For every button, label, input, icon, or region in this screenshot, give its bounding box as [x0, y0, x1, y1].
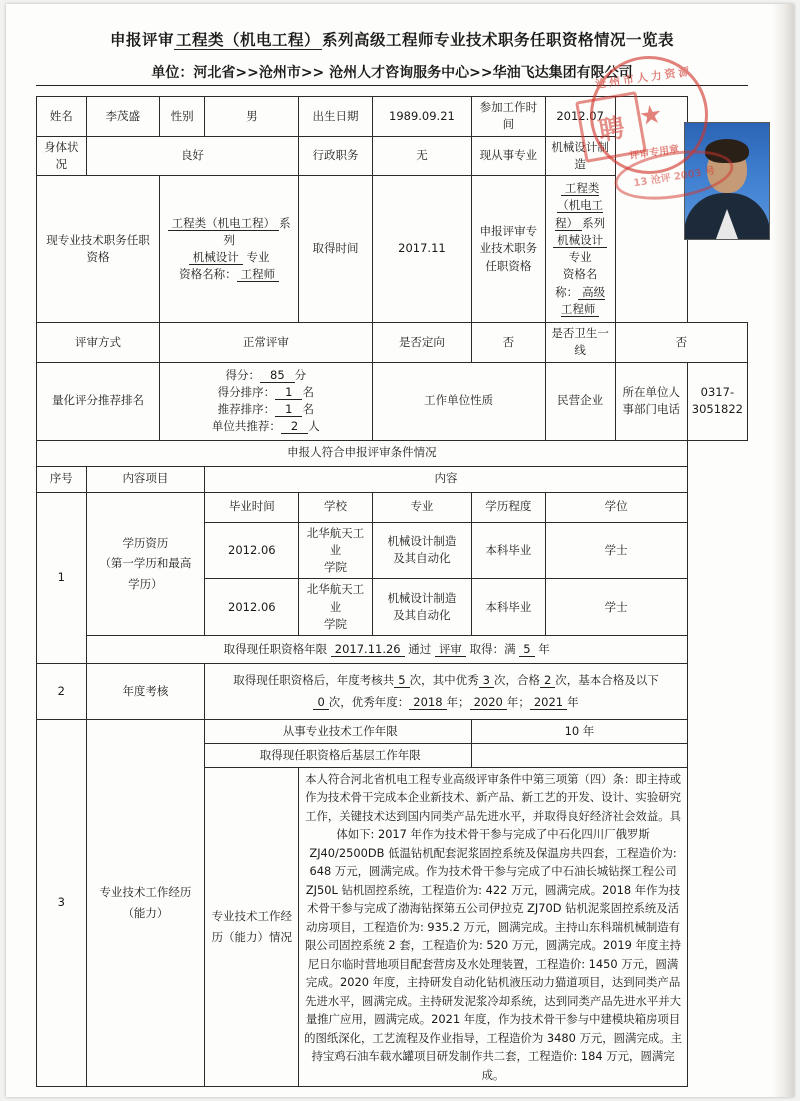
seal-bottom-text: 评审专用章 — [628, 144, 680, 163]
photo-cell — [615, 97, 687, 323]
edu-r1-c1: 北华航天工业 学院 — [299, 579, 372, 636]
current-major-value: 机械设计制造 — [545, 136, 615, 176]
name-label: 姓名 — [37, 97, 87, 137]
assess-y2u: 年； — [506, 694, 530, 709]
edu-r0-c3: 本科毕业 — [472, 522, 545, 579]
birth-value: 1989.09.21 — [372, 97, 471, 137]
edu-footer-tail: 取得：满 — [469, 641, 516, 656]
row3-no: 3 — [37, 720, 87, 1087]
gender-value: 男 — [205, 97, 299, 137]
assess-text-b: 次，其中优秀 — [409, 672, 479, 687]
edu-footer-way: 评审 — [435, 642, 466, 657]
row1-no: 1 — [37, 492, 87, 664]
assess-y2: 2020 — [470, 695, 507, 710]
oriented-value: 否 — [472, 323, 545, 363]
unit-total-unit: 人 — [308, 419, 320, 434]
obtain-time-label: 取得时间 — [299, 176, 372, 323]
grassroots-years-label: 取得现任职资格后基层工作年限 — [205, 744, 472, 768]
page-title — [36, 28, 748, 50]
work-start-label: 参加工作时间 — [472, 97, 545, 137]
edu-h-0: 毕业时间 — [205, 492, 299, 522]
document-body — [36, 28, 748, 1087]
score-detail — [159, 362, 372, 440]
current-qualification-label-text: 现专业技术职务任职资格 — [46, 232, 150, 264]
edu-r0-c0: 2012.06 — [205, 522, 299, 579]
edu-footer-unit: 年 — [538, 641, 550, 656]
current-series-field: 工程类（机电工程） — [168, 216, 280, 231]
review-method-value: 正常评审 — [159, 323, 372, 363]
hr-phone-value: 0317-3051822 — [687, 362, 747, 440]
current-major-label: 现从事专业 — [472, 136, 545, 176]
edu-footer — [86, 636, 687, 664]
apply-qualification-label: 申报评审专业技术职务任职资格 — [472, 176, 545, 323]
unit-total-value: 2 — [281, 419, 308, 434]
applicant-photo — [684, 122, 770, 240]
assess-y1u: 年； — [446, 694, 470, 709]
score-text-label: 得分： — [225, 367, 260, 382]
seal-top-text: 沧州市人力资源 — [594, 64, 694, 92]
photo-hair — [705, 139, 749, 163]
work-unit-nature-label: 工作单位性质 — [372, 362, 545, 440]
edu-h-4: 学位 — [545, 492, 687, 522]
assess-y3u: 年 — [567, 694, 579, 709]
work-unit-nature-value: 民营企业 — [545, 362, 615, 440]
row3-item: 专业技术工作经历 （能力） — [86, 720, 205, 1087]
name-value: 李茂盛 — [86, 97, 159, 137]
assess-text-c: 次，合格 — [493, 672, 540, 687]
edu-footer-mid: 通过 — [408, 641, 432, 656]
apply-series-suffix: 系列 — [582, 215, 606, 230]
edu-h-3: 学历程度 — [472, 492, 545, 522]
unit-label: 单位： — [151, 65, 194, 81]
unit-line — [36, 62, 748, 86]
table-row — [37, 636, 748, 664]
row2-no: 2 — [37, 664, 87, 720]
edu-h-1: 学校 — [299, 492, 372, 522]
health-label: 身体状况 — [37, 136, 87, 176]
birth-label: 出生日期 — [299, 97, 372, 137]
current-series-suffix: 系列 — [223, 215, 291, 247]
unit-total-label: 单位共推荐： — [211, 419, 281, 434]
gender-label: 性别 — [159, 97, 204, 137]
oval-seal: 13 沧评 2003 号 — [611, 143, 737, 207]
table-row — [37, 492, 748, 522]
score-rank-unit: 名 — [302, 384, 314, 399]
health-front-value: 否 — [615, 323, 747, 363]
recommend-rank-unit: 名 — [302, 402, 314, 416]
document-page — [6, 4, 794, 1097]
assess-v4: 0 — [313, 695, 328, 710]
score-unit: 分 — [294, 367, 307, 382]
assess-v3: 2 — [540, 673, 555, 688]
table-row — [37, 440, 748, 466]
assess-y3: 2021 — [530, 695, 567, 710]
unit-value: 河北省>>沧州市>> 沧州人才咨询服务中心>>华油飞达集团有限公司 — [193, 65, 633, 81]
table-row — [37, 97, 748, 137]
assess-text-a: 取得现任职资格后，年度考核共 — [233, 672, 395, 687]
oriented-label: 是否定向 — [372, 323, 471, 363]
title-field: 工程类（机电工程） — [175, 31, 320, 49]
experience-sub-label: 专业技术工作经 历（能力）情况 — [205, 768, 299, 1087]
edu-r0-c4: 学士 — [545, 522, 687, 579]
current-major-field: 机械设计 — [189, 250, 243, 265]
recommend-rank-label: 推荐排序： — [217, 402, 276, 416]
current-name-label: 资格名称： — [179, 267, 237, 282]
edu-r0-c1: 北华航天工业 学院 — [299, 522, 372, 579]
current-qualification-label — [37, 176, 160, 323]
current-qualification-detail — [159, 176, 298, 323]
edu-r0-c2: 机械设计制造 及其自动化 — [372, 522, 471, 579]
admin-post-label: 行政职务 — [299, 136, 372, 176]
work-start-value: 2012.07 — [545, 97, 615, 137]
assess-v1: 5 — [394, 673, 409, 688]
grassroots-years-value — [472, 744, 688, 768]
apply-major-field: 机械设计 — [553, 233, 607, 248]
apply-name-value: 高级工程师 — [560, 284, 606, 316]
assess-v2: 3 — [479, 673, 494, 688]
table-row — [37, 362, 748, 440]
edu-h-2: 专业 — [372, 492, 471, 522]
conditions-section-title: 申报人符合申报评审条件情况 — [37, 440, 688, 466]
star-icon: ★ — [637, 99, 665, 133]
edu-r1-c0: 2012.06 — [205, 579, 299, 636]
assess-text-d: 次，基本合格及以下 — [555, 672, 659, 687]
assess-y1: 2018 — [409, 695, 446, 710]
edu-r1-c2: 机械设计制造 及其自动化 — [372, 579, 471, 636]
obtain-time-value: 2017.11 — [372, 176, 471, 323]
work-years-value: 10 年 — [472, 720, 688, 744]
score-rank-value: 1 — [275, 385, 302, 400]
current-major-suffix: 专业 — [246, 250, 270, 264]
col-no: 序号 — [37, 466, 87, 492]
page-edge — [772, 4, 794, 1097]
apply-major-suffix: 专业 — [568, 250, 592, 264]
col-item: 内容项目 — [86, 466, 205, 492]
col-content: 内容 — [205, 466, 687, 492]
title-suffix: 系列高级工程师专业技术职务任职资格情况一览表 — [322, 31, 675, 49]
work-years-label: 从事专业技术工作年限 — [205, 720, 472, 744]
apply-qualification-detail — [545, 176, 615, 323]
table-row — [37, 720, 748, 744]
review-method-label: 评审方式 — [37, 323, 160, 363]
score-rank-label: 得分排序： — [217, 384, 276, 399]
row2-item: 年度考核 — [86, 664, 205, 720]
score-value: 85 — [260, 368, 295, 383]
hr-phone-label: 所在单位人事部门电话 — [615, 362, 687, 440]
experience-text: 本人符合河北省机电工程专业高级评审条件中第三项第（四）条：即主持或作为技术骨干完成本企业新技术、新产品、新工艺的开发、设计、实验研究工作，关键技术达到国内同类产品先进水平，并取得良好经济社会效益。具体如下: 2017 年作为技术骨干参与完成了中石化四川厂俄罗斯 ZJ40/2500DB 低温钻机配套泥浆固控系统及保温房共四套，工程造价为: 648 万元，圆满完成。作为技术骨干参与完成了中石油长城钻探工程公司 ZJ50L 钻机固控系统，工程造价为: 422 万元，圆满完成。2018 年作为技术骨干参与完成了渤海钻探第五公司伊拉克 ZJ70D 钻机泥浆固控系统及活动房项目，工程造价为: 935.2 万元，圆满完成。主持山东科瑞机械制造有限公司固控系统 2 套，工程造价为: 520 万元，圆满完成。2019 年度主持尼日尔临时营地项目配套营房及水处理装置，工程造价: 1450 万元，圆满完成。2020 年度，主持研发自动化钻机液压动力猫道项目，达到同类产品先进水平，圆满完成。主持研发泥浆冷却系统，达到同类产品先进水平并大量推广应用，圆满完成。2021 年度，作为技术骨干参与中建模块箱房项目的图纸深化，工艺流程及作业指导，工程造价为 3480 万元，圆满完成。主持宝鸡石油车载水罐项目研发制作共二套，工程造价: 184 万元，圆满完成。 — [299, 768, 687, 1087]
edu-footer-date: 2017.11.26 — [331, 642, 405, 657]
annual-assessment-detail — [205, 664, 687, 720]
title-prefix: 申报评审 — [109, 31, 174, 49]
health-value: 良好 — [86, 136, 299, 176]
table-row — [37, 664, 748, 720]
assess-text-e: 次，优秀年度： — [328, 694, 410, 709]
main-table — [36, 96, 748, 1087]
table-row — [37, 323, 748, 363]
current-name-value: 工程师 — [237, 267, 280, 282]
score-label: 量化评分推荐排名 — [37, 362, 160, 440]
row1-item: 学历资历 （第一学历和最高 学历） — [86, 492, 205, 636]
apply-series-field: 工程类（机电工程） — [555, 181, 604, 230]
square-seal: 聘 — [575, 91, 647, 163]
apply-name-label: 资格名称： — [555, 267, 598, 299]
health-front-label: 是否卫生一线 — [545, 323, 615, 363]
table-row — [37, 466, 748, 492]
admin-post-value: 无 — [372, 136, 471, 176]
edu-r1-c3: 本科毕业 — [472, 579, 545, 636]
recommend-rank-value: 1 — [275, 402, 302, 417]
edu-r1-c4: 学士 — [545, 579, 687, 636]
edu-footer-years: 5 — [519, 642, 534, 657]
edu-footer-prefix: 取得现任职资格年限 — [223, 641, 328, 656]
